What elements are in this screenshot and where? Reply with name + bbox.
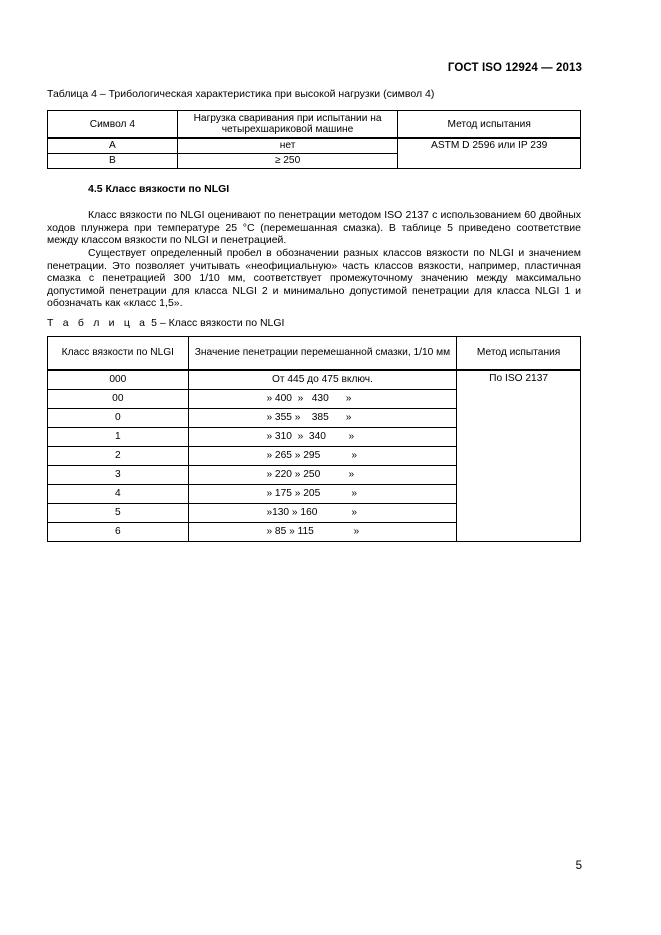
table5-cell-value: От 445 до 475 включ. [188,370,457,390]
table5-value-text: » 310 » 340 » [266,431,355,442]
table5-cell-class: 1 [48,428,189,447]
paragraph-1: Класс вязкости по NLGI оценивают по пенетрации методом ISO 2137 с использованием 60 двойных ходов плунжера при температуре 25 °С (перемешанная смазка). В таблице 5 приведено соответствие между классом вязкости по NLGI и пенетрацией. [47,209,581,247]
table5-value-text: »130 » 160 » [266,507,358,518]
table5 [47,336,581,542]
table4-cell-method: ASTM D 2596 или IP 239 [398,138,581,169]
table5-cell-value [188,523,457,542]
table5-header-value: Значение пенетрации перемешанной смазки, 1/10 мм [188,337,457,371]
table4-header-method: Метод испытания [398,111,581,139]
table5-value-text: » 175 » 205 » [266,488,358,499]
table5-header-row [48,337,581,371]
table5-value-text: » 220 » 250 » [266,469,355,480]
table5-cell-value [188,447,457,466]
table5-caption-text: 5 – Класс вязкости по NLGI [151,317,285,329]
table5-cell-class: 5 [48,504,189,523]
table4 [47,110,581,169]
table5-cell-value [188,485,457,504]
table4-cell-symbol: А [48,138,178,154]
table5-header-class: Класс вязкости по NLGI [48,337,189,371]
table5-cell-value [188,390,457,409]
table4-cell-load: ≥ 250 [177,154,398,169]
paragraph-2: Существует определенный пробел в обозначении разных классов вязкости по NLGI и значением пенетрации. Это позволяет учитывать «неофициальную» часть классов вязкости, например, пластичная смазка с пенетрацией 300 1/10 мм, соответствует промежуточному значению между максимально допустимой пенетрации для класса NLGI 2 и минимально допустимой пенетрации для класса NLGI 1 и обозначать как «класс 1,5». [47,247,581,310]
table5-cell-class: 00 [48,390,189,409]
table5-cell-value [188,504,457,523]
page-number: 5 [575,860,582,872]
section-title: 4.5 Класс вязкости по NLGI [88,183,230,195]
table-row [48,370,581,390]
table4-header-load: Нагрузка сваривания при испытании на четырехшариковой машине [177,111,398,139]
table5-value-text: » 265 » 295 » [266,450,358,461]
table5-value-text: » 85 » 115 » [266,526,360,537]
table5-caption [47,317,284,329]
table5-value-text: » 355 » 385 » [266,412,352,423]
table5-header-method: Метод испытания [457,337,581,371]
table5-cell-value [188,428,457,447]
table4-caption: Таблица 4 – Трибологическая характеристика при высокой нагрузки (символ 4) [47,88,435,100]
document-header: ГОСТ ISO 12924 — 2013 [447,62,582,74]
table5-cell-value [188,409,457,428]
table4-header-symbol: Символ 4 [48,111,178,139]
table5-value-text: » 400 » 430 » [266,393,352,404]
table5-cell-value [188,466,457,485]
table-row [48,138,581,154]
table5-cell-class: 2 [48,447,189,466]
table5-cell-class: 4 [48,485,189,504]
table5-cell-class: 000 [48,370,189,390]
table5-cell-method: По ISO 2137 [457,370,581,542]
table5-cell-class: 6 [48,523,189,542]
table4-header-row [48,111,581,139]
table4-cell-load: нет [177,138,398,154]
table5-cell-class: 0 [48,409,189,428]
table5-cell-class: 3 [48,466,189,485]
table5-caption-label: Т а б л и ц а [47,317,149,329]
table4-cell-symbol: В [48,154,178,169]
